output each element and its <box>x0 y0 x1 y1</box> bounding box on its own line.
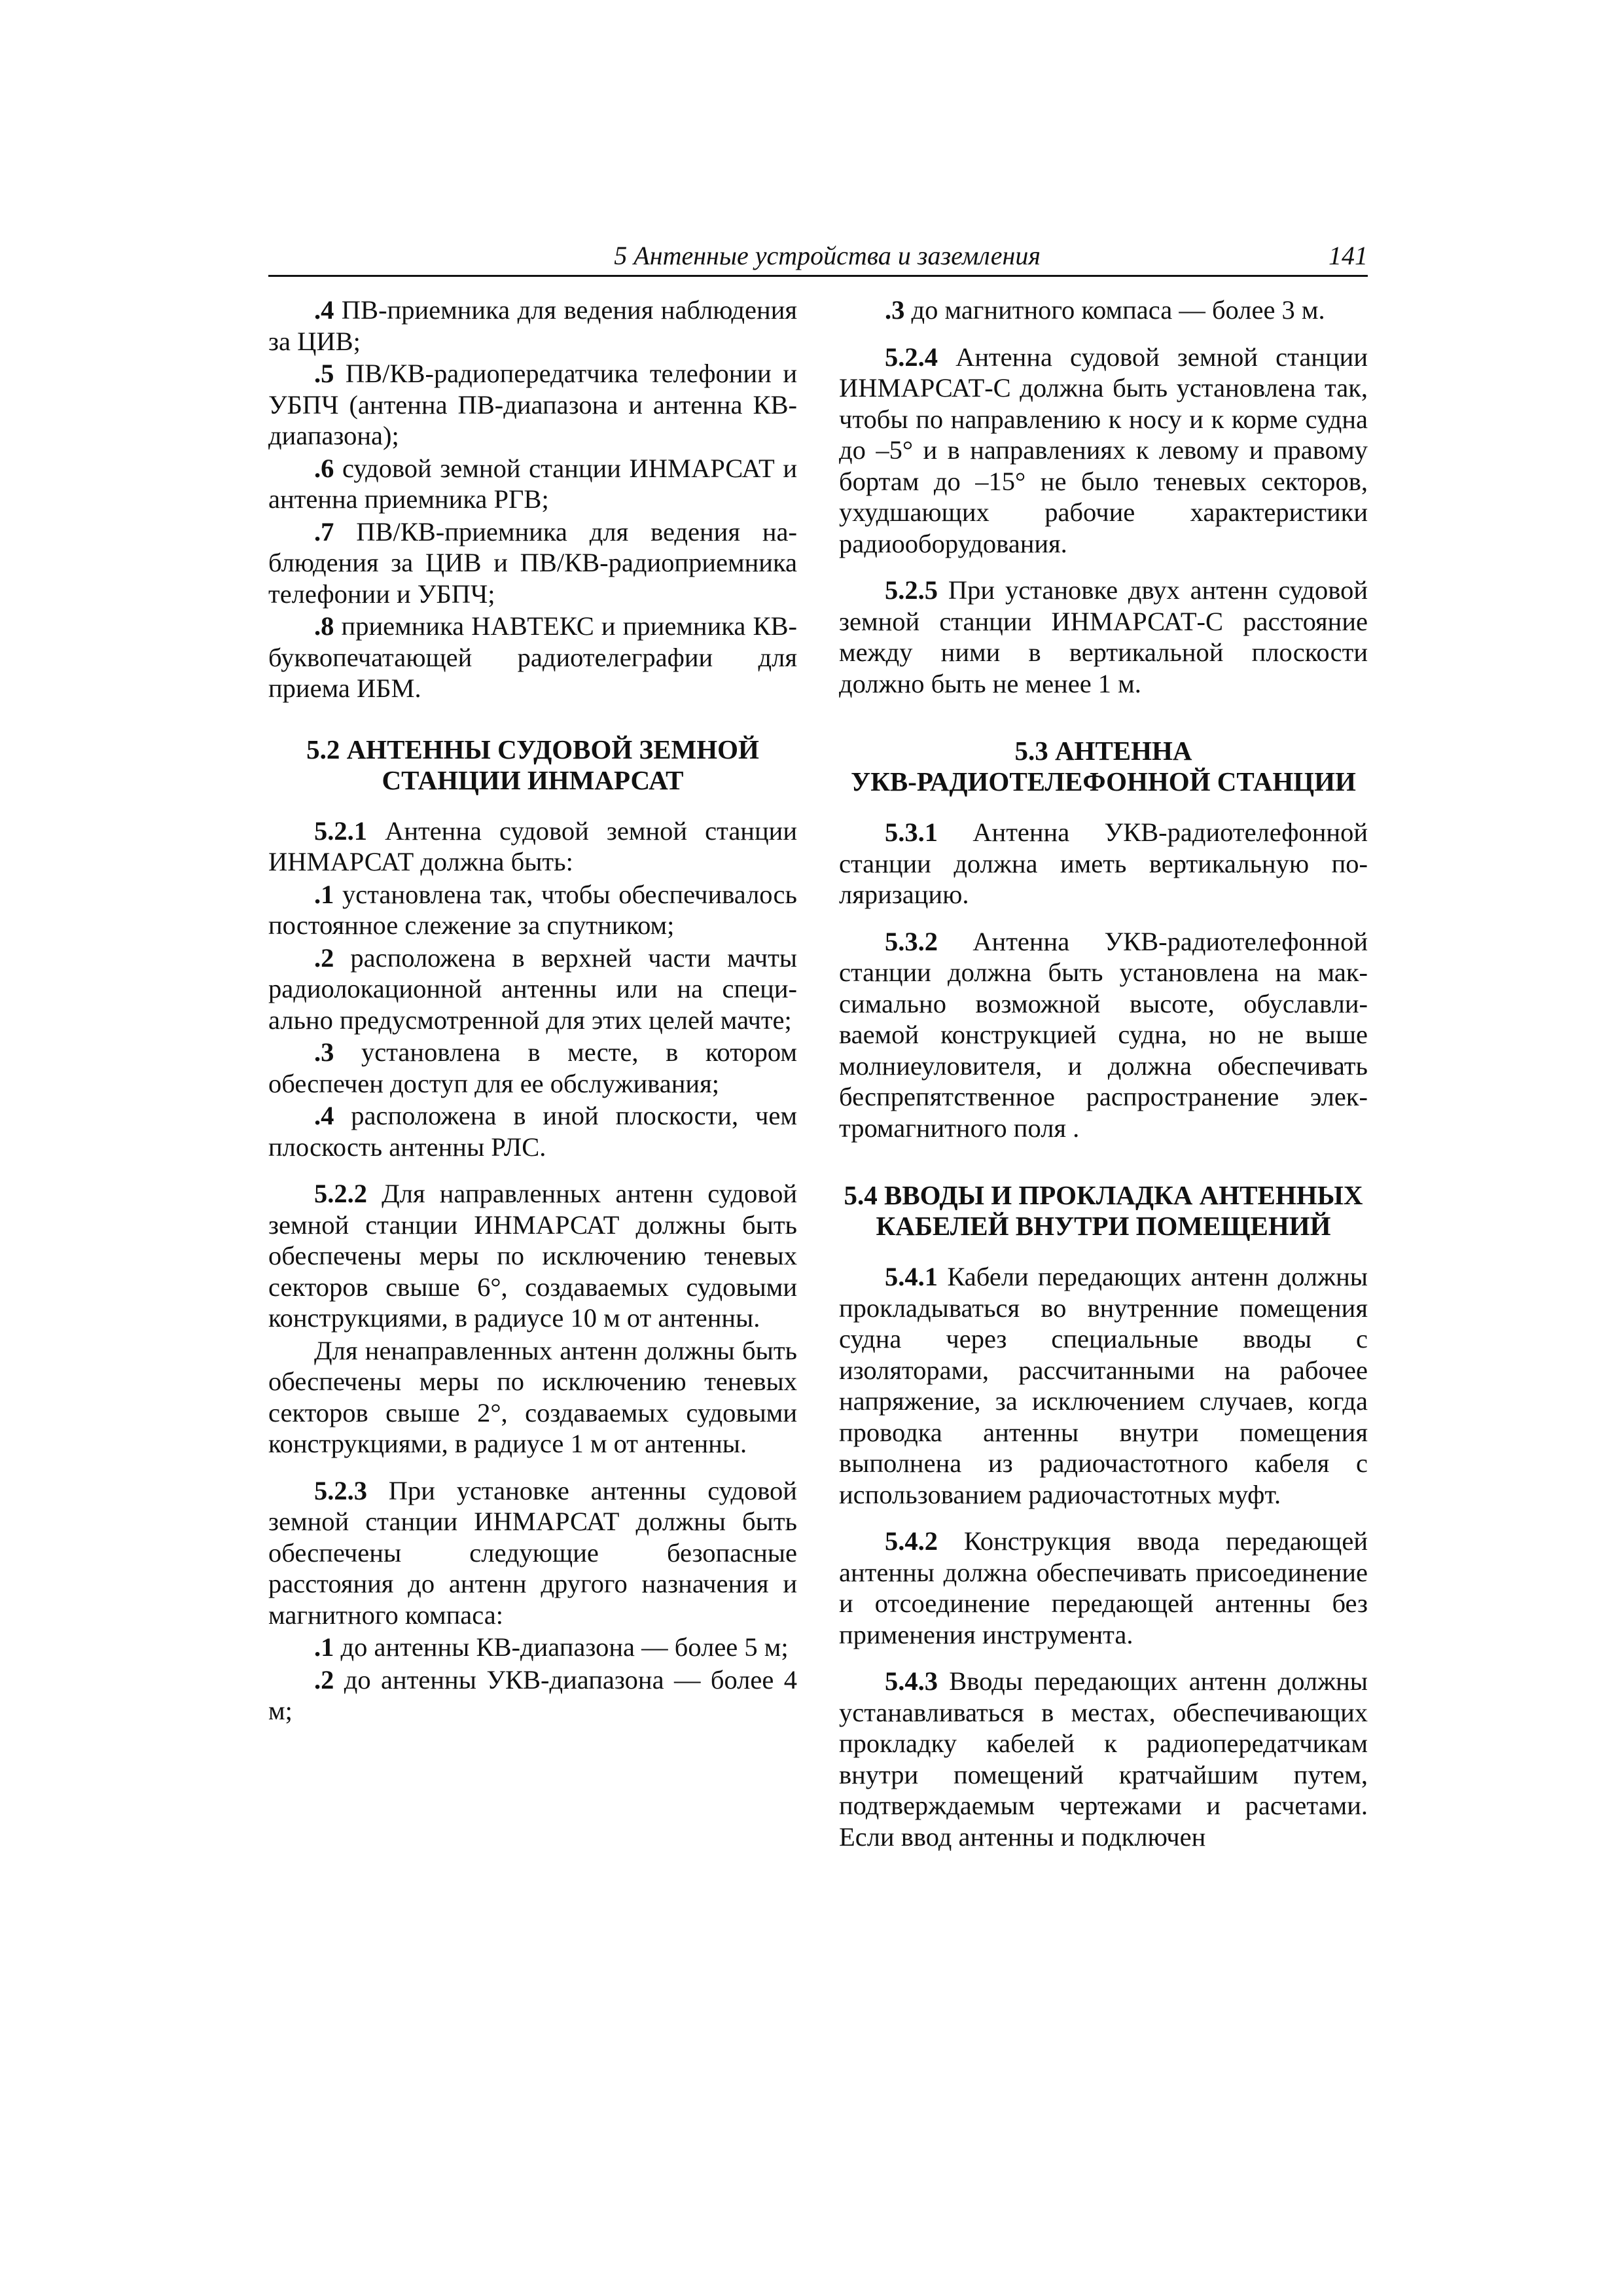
list-item: .6 судовой земной станции ИНМАРСАТ и антенна приемника РГВ; <box>268 453 797 514</box>
page-number: 141 <box>1329 241 1368 270</box>
list-item: .5 ПВ/КВ-радиопередатчика телефонии и УБПЧ (антенна ПВ-диапазона и антенна КВ-диапазона); <box>268 359 797 450</box>
list-item: .4 расположена в иной плоскости, чем плоскость антенны РЛС. <box>268 1101 797 1162</box>
paragraph-5-4-1: 5.4.1 Кабели передающих антенн должны прокладываться во внутренние помещения судна через специальные вводы с изоляторами, рассчитанными на рабочее напряжение, за исключением случаев, когда проводка антенны внутри помещения выполнена из радиочастотного кабеля с использованием радиочастотных муфт. <box>839 1262 1368 1509</box>
paragraph-5-4-2: 5.4.2 Конструкция ввода передающей антенны должна обеспечивать присоединение и отсоединение передающей антенны без применения инструмента. <box>839 1526 1368 1649</box>
paragraph-5-2-5: 5.2.5 При установке двух антенн судовой земной станции ИНМАРСАТ-С расстояние между ними в вертикальной плоскости должно быть не менее 1 м. <box>839 575 1368 698</box>
paragraph-5-2-4: 5.2.4 Антенна судовой земной станции ИНМАРСАТ-С должна быть установлена так, чтобы по направлению к носу и к корме судна до –5° и в направлениях к левому и правому бортам до –15° не было теневых секторов, ухудшающих рабочие характеристики радиооборудования. <box>839 342 1368 558</box>
left-column <box>268 295 797 1727</box>
paragraph-5-2-2: 5.2.2 Для направленных антенн судовой земной станции ИНМАРСАТ должны быть обеспечены меры по исключению теневых секторов свыше 6°, создаваемых судовыми конструкциями, в радиусе 10 м от антенны. <box>268 1179 797 1333</box>
section-heading-5-4: 5.4 ВВОДЫ И ПРОКЛАДКА АНТЕННЫХ КАБЕЛЕЙ ВНУТРИ ПОМЕЩЕНИЙ <box>844 1180 1363 1241</box>
list-item: .2 расположена в верхней части мачты радиолокационной антенны или на специально предусмотренной для этих целей мачте; <box>268 942 797 1035</box>
paragraph-5-3-2: 5.3.2 Антенна УКВ-радиотелефонной станции должна быть установлена на максимально возможной высоте, обуславливаемой конструкцией судна, но не выше молниеуловителя, и должна обеспечивать беспрепятственное распространение электромагнитного поля . <box>839 926 1368 1143</box>
list-item: .2 до антенны УКВ-диапазона — более 4 м; <box>268 1664 797 1725</box>
list-item: .1 установлена так, чтобы обеспечивалось постоянное слежение за спутником; <box>268 879 797 940</box>
paragraph-5-2-2-b: Для ненаправленных антенн должны быть обеспечены меры по исключению теневых секторов свыше 2°, создаваемых судовыми конструкциями, в радиусе 1 м от антенны. <box>268 1335 797 1458</box>
paragraph-5-3-1: 5.3.1 Антенна УКВ-радиотелефонной станции должна иметь вертикальную поляризацию. <box>839 817 1368 909</box>
paragraph-5-2-1: 5.2.1 Антенна судовой земной станции ИНМАРСАТ должна быть: <box>268 816 797 876</box>
section-heading-5-2: 5.2 АНТЕННЫ СУДОВОЙ ЗЕМНОЙ СТАНЦИИ ИНМАРСАТ <box>306 734 759 795</box>
list-item: .7 ПВ/КВ-приемника для ведения наблюдения за ЦИВ и ПВ/КВ-радиоприемника телефонии и УБПЧ; <box>268 516 797 609</box>
list-item: .4 ПВ-приемника для ведения наблюдения за ЦИВ; <box>268 295 797 356</box>
right-column <box>839 295 1368 1852</box>
running-header <box>268 236 1368 277</box>
paragraph-5-2-3: 5.2.3 При установке антенны судовой земной станции ИНМАРСАТ должны быть обеспечены следующие безопасные расстояния до антенн другого назначения и магнитного компаса: <box>268 1475 797 1630</box>
list-item: .1 до антенны КВ-диапазона — более 5 м; <box>314 1632 789 1662</box>
section-heading-5-3-line1: 5.3 АНТЕННА <box>1014 736 1192 766</box>
section-heading-5-3-line2: УКВ-РАДИОТЕЛЕФОННОЙ СТАНЦИИ <box>851 766 1356 797</box>
list-item: .8 приемника НАВТЕКС и приемника КВ-буквопечатающей радиотелеграфии для приема ИБМ. <box>268 611 797 703</box>
running-title: 5 Антенные устройства и заземления <box>614 241 1041 270</box>
section-heading-5-3 <box>839 736 1368 797</box>
list-item: .3 до магнитного компаса — более 3 м. <box>885 295 1325 325</box>
paragraph-5-4-3: 5.4.3 Вводы передающих антенн должны устанавливаться в местах, обеспечивающих прокладку кабелей к радиопередатчикам внутри помещений кратчайшим путем, подтверждаемым чертежами и расчетами. Если ввод антенны и подключен <box>839 1666 1368 1852</box>
list-item: .3 установлена в месте, в котором обеспечен доступ для ее обслуживания; <box>268 1037 797 1098</box>
